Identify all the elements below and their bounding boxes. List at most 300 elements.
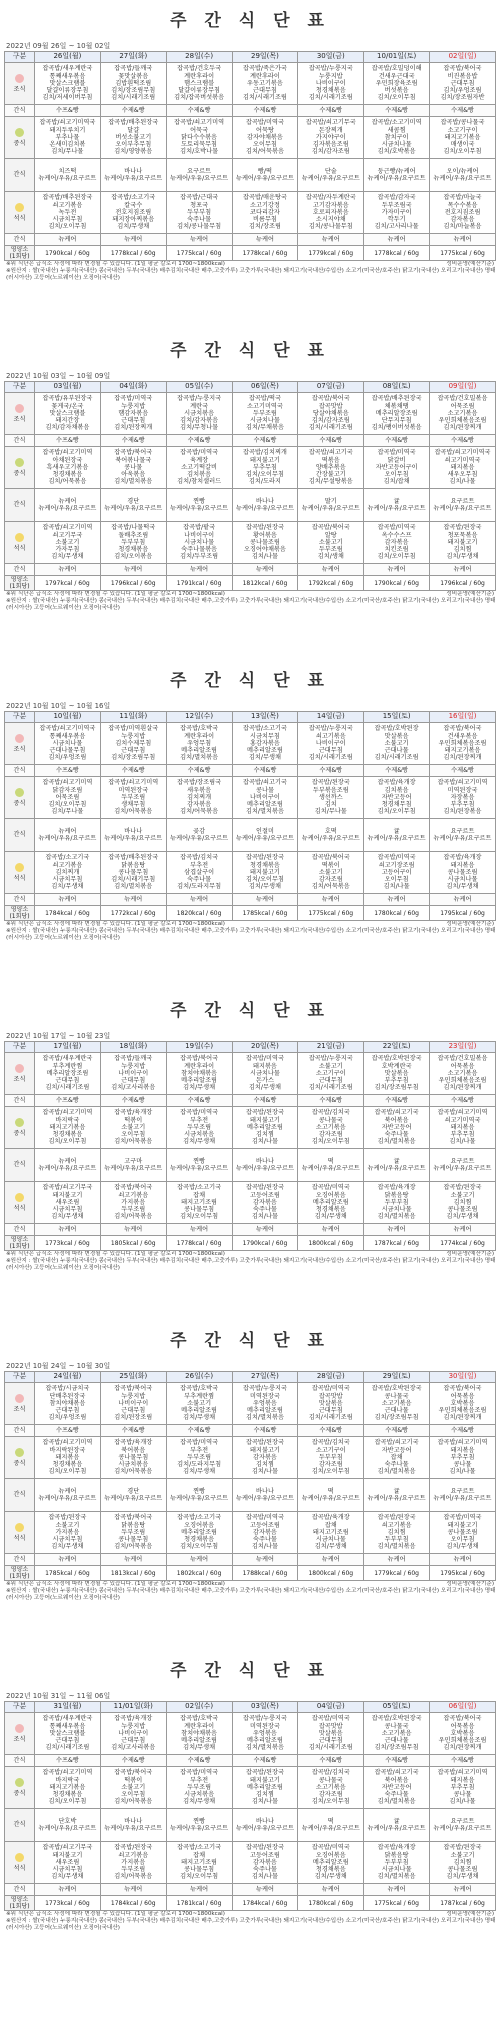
snack3-row: [5, 1554, 496, 1566]
lunch-cell: 잡곡밥/미역국 부추전 두부조림 김치/도라지무침 김치/무생채: [166, 1437, 232, 1479]
calorie-label-text: 영양소 (1회당): [9, 246, 30, 261]
calorie-cell: 1775kcal / 60g: [430, 246, 496, 261]
breakfast-label: [5, 1383, 35, 1425]
dinner-cell: 잡곡밥/쇠고기무국 돼지불고기 새우조림 시금치무침 김치/무생채: [35, 1842, 101, 1884]
snack1-cell: 수프&빵: [35, 765, 101, 777]
lunch-cell: 잡곡밥/쇠고기미역국 돼지두루치기 부추나물 온새미김치볶 김치/무나물: [35, 117, 101, 159]
calorie-cell: 1790kcal / 60g: [232, 1236, 298, 1251]
row-header-label: 구분: [5, 52, 35, 63]
snack2-cell: 곶감 뉴케어/우유/요구르트: [166, 819, 232, 852]
breakfast-label-text: 조식: [13, 746, 26, 753]
breakfast-row: [5, 393, 496, 435]
snack3-cell: 뉴케어: [166, 1554, 232, 1566]
calorie-cell: 1785kcal / 60g: [232, 906, 298, 921]
snack3-row: [5, 1224, 496, 1236]
day-header: 09일(일): [430, 382, 496, 393]
lunch-label-text: 중식: [13, 1130, 26, 1137]
calorie-label: [5, 246, 35, 261]
calorie-cell: 1780kcal / 60g: [298, 1896, 364, 1911]
snack3-row: [5, 894, 496, 906]
footer-note-1: ※위 식단은 급식소 사정에 따라 변경될 수 있습니다. (1일 평균 칼로리 1700~1800kcal): [6, 261, 225, 268]
lunch-cell: 잡곡밥/된장국 돼지불고기 메추리알조림 김치찜 김치/나물: [232, 1767, 298, 1809]
lunch-label: [5, 447, 35, 489]
dinner-cell: 잡곡밥/된장국 고등어조림 감자볶음 숙주나물 김치/나물: [232, 1842, 298, 1884]
footer-note-2: ※원산지 : 쌀(국내산) 누룽지(국내산) 콩(국내산) 두부(국내산) 배추김치(국내산 배추,고춧가루) 고춧가루(국내산) 돼지고기(국내산/수입산) 소고기(미국산/호주산) 닭고기(국내산) 오리고기(국내산) 명태(러시아산) 고등어(노르웨이산) 오징어(국내산): [6, 1588, 496, 1602]
dinner-icon: [15, 1193, 24, 1202]
snack3-label-text: 간식: [13, 565, 26, 573]
breakfast-cell: 잡곡밥/호박된장 맛살볶음 소불고기 근대나물 김치/시래기조림: [364, 723, 430, 765]
dinner-row: [5, 852, 496, 894]
dinner-cell: 잡곡밥/북어국 닭볶음탕 두부조림 콩나물무침 김치/어묵볶음: [100, 1512, 166, 1554]
dinner-cell: 잡곡밥/소고기국 쇠고기볶음 김치찌개 시금치무침 김치/무생채: [35, 852, 101, 894]
breakfast-label: [5, 1713, 35, 1755]
day-header: 28일(수): [166, 52, 232, 63]
calorie-label: [5, 1896, 35, 1911]
lunch-cell: 잡곡밥/미역국 부추전 두부조림 시금치볶음 김치/무생채: [166, 1767, 232, 1809]
breakfast-label: [5, 1053, 35, 1095]
lunch-cell: 잡곡밥/쇠고기미역 돼지볶음 부추무침 콩나물 김치/나물: [430, 1437, 496, 1479]
dinner-icon: [15, 863, 24, 872]
calorie-cell: 1795kcal / 60g: [430, 906, 496, 921]
snack1-cell: 수제&빵: [364, 105, 430, 117]
day-header: 21일(금): [298, 1042, 364, 1053]
snack3-cell: 뉴케어: [35, 894, 101, 906]
snack1-cell: 수제&빵: [430, 1755, 496, 1767]
snack2-row: [5, 1809, 496, 1842]
lunch-row: [5, 1767, 496, 1809]
page-title: 주 간 식 단 표: [170, 11, 330, 31]
snack2-cell: 단호박 뉴케어/우유/요구르트: [35, 1809, 101, 1842]
breakfast-cell: 잡곡밥/죽은가국 계란후라이 우동고기볶음 근대무침 김치/시래기조림: [232, 63, 298, 105]
calorie-cell: 1773kcal / 60g: [35, 1896, 101, 1911]
lunch-icon: [15, 1778, 24, 1787]
week-block: [4, 1320, 496, 1650]
breakfast-row: [5, 1713, 496, 1755]
snack1-cell: 수제&빵: [430, 105, 496, 117]
calorie-cell: 1781kcal / 60g: [166, 1896, 232, 1911]
breakfast-cell: 잡곡밥/북어국 어묵볶음 호박볶음 우민희체볶음조림 김치/된장찌개: [430, 1713, 496, 1755]
snack2-row: [5, 489, 496, 522]
lunch-cell: 잡곡밥/쇠고기미역 미역된장국 두부조림 생채무침 김치/어묵볶음: [100, 777, 166, 819]
breakfast-icon: [15, 1394, 24, 1403]
snack3-label-text: 간식: [13, 1555, 26, 1563]
dinner-cell: 잡곡밥/된장국 청경채볶음 돼지불고기 김치/오이무침 김치/무생채: [232, 852, 298, 894]
snack1-label-text: 간식: [13, 766, 26, 774]
calorie-cell: 1778kcal / 60g: [232, 246, 298, 261]
dinner-label-text: 석식: [13, 545, 26, 552]
header-row: [5, 382, 496, 393]
breakfast-cell: 잡곡밥/북어국 건새우볶음 우민희체볶음조림 돼지고기볶음 김치/된장찌개: [430, 723, 496, 765]
snack1-label-text: 간식: [13, 1426, 26, 1434]
breakfast-cell: 잡곡밥/새우계란국 부추계란찜 메추리알장조림 근대무침 김치/시래기조림: [35, 1053, 101, 1095]
snack1-cell: 수제&빵: [298, 765, 364, 777]
snack3-label: [5, 564, 35, 576]
day-header: 08일(토): [364, 382, 430, 393]
snack3-label: [5, 234, 35, 246]
calorie-label-text: 영양소 (1회당): [9, 1896, 30, 1911]
breakfast-cell: 잡곡밥/누룽지국 계란국 시금치볶음 김치/감자볶음 김치/무청나물: [166, 393, 232, 435]
lunch-icon: [15, 788, 24, 797]
calorie-cell: 1792kcal / 60g: [298, 576, 364, 591]
snack3-cell: 뉴케어: [430, 564, 496, 576]
dinner-label: [5, 522, 35, 564]
lunch-cell: 잡곡밥/김치국 콩나물국 소고기볶음 감자조림 김치/오이무침: [298, 1767, 364, 1809]
snack2-cell: 찐빵 뉴케어/우유/요구르트: [166, 489, 232, 522]
breakfast-cell: 잡곡밥/북어국 계란후라이 참치야채볶음 메추리알조림 김치/무생채: [166, 1053, 232, 1095]
footer-note-2: ※원산지 : 쌀(국내산) 누룽지(국내산) 콩(국내산) 두부(국내산) 배추김치(국내산 배추,고춧가루) 고춧가루(국내산) 돼지고기(국내산/수입산) 소고기(미국산/호주산) 닭고기(국내산) 오리고기(국내산) 명태(러시아산) 고등어(노르웨이산) 오징어(국내산): [6, 928, 496, 942]
snack2-label: [5, 1479, 35, 1512]
dinner-label: [5, 192, 35, 234]
breakfast-cell: 잡곡밥/북어국 누룽지밥 나비이구이 근대무침 김치/된장조림: [100, 1383, 166, 1425]
lunch-cell: 잡곡밥/쇠고기미역 닭감자조림 어묵조림 김치/오이무침 김치/무나물: [35, 777, 101, 819]
calorie-row: [5, 576, 496, 591]
breakfast-icon: [15, 74, 24, 83]
dinner-label: [5, 1182, 35, 1224]
lunch-label: [5, 1437, 35, 1479]
breakfast-cell: 잡곡밥/소고기국 시금치무침 홍감자볶음 메추리알조림 김치/무생채: [232, 723, 298, 765]
snack1-row: [5, 105, 496, 117]
lunch-cell: 잡곡밥/배추된장국 달걀 버섯소불고기 오이부추무침 김치/영양볶음: [100, 117, 166, 159]
day-header: 18일(화): [100, 1042, 166, 1053]
snack3-cell: 뉴케어: [298, 1884, 364, 1896]
footer-notes: [4, 1251, 496, 1272]
snack1-cell: 수제&빵: [166, 765, 232, 777]
lunch-cell: 잡곡밥/소고기미역 새콤찜 참치구이 시금치나물 김치/호박볶음: [364, 117, 430, 159]
footer-note-2: ※원산지 : 쌀(국내산) 누룽지(국내산) 콩(국내산) 두부(국내산) 배추김치(국내산 배추,고춧가루) 고춧가루(국내산) 돼지고기(국내산/수입산) 소고기(미국산/호주산) 닭고기(국내산) 오리고기(국내산) 명태(러시아산) 고등어(노르웨이산) 오징어(국내산): [6, 1258, 496, 1272]
menu-table: [4, 1041, 496, 1251]
snack1-cell: 수제&빵: [166, 1425, 232, 1437]
calorie-cell: 1796kcal / 60g: [100, 576, 166, 591]
footer-note-1: ※위 식단은 급식소 사정에 따라 변경될 수 있습니다. (1일 평균 칼로리 1700~1800kcal): [6, 1251, 225, 1258]
calorie-label-text: 영양소 (1회당): [9, 576, 30, 591]
day-header: 28일(금): [298, 1372, 364, 1383]
week-block: [4, 990, 496, 1320]
lunch-cell: 잡곡밥/미역국 어묵탕 감자야채볶음 오이무침 김치/어묵볶음: [232, 117, 298, 159]
dinner-cell: 잡곡밥/미역국 오징어볶음 메추리알조림 청경채볶음 김치/무생채: [298, 1842, 364, 1884]
header-row: [5, 712, 496, 723]
breakfast-cell: 잡곡밥/북어국 잡곡맛밥 당살야채볶음 김치/감자조림 김치/시래기조림: [298, 393, 364, 435]
menu-table: [4, 381, 496, 591]
footer-notes: [4, 1911, 496, 1932]
calorie-cell: 1774kcal / 60g: [430, 1236, 496, 1251]
snack3-cell: 뉴케어: [166, 564, 232, 576]
snack3-cell: 뉴케어: [298, 564, 364, 576]
dinner-label-text: 석식: [13, 875, 26, 882]
breakfast-cell: 잡곡밥/건호두국 계란후라이 햄스크램블 달걀이류장무침 김치/잡곡버섯볶음: [166, 63, 232, 105]
day-header: 03일(목): [232, 1702, 298, 1713]
snack2-label: [5, 819, 35, 852]
snack1-cell: 수제&빵: [166, 1755, 232, 1767]
snack2-cell: 경단 뉴케어/우유/요구르트: [100, 489, 166, 522]
calorie-label: [5, 906, 35, 921]
snack1-cell: 수제&빵: [166, 105, 232, 117]
snack1-cell: 수제&빵: [364, 1425, 430, 1437]
calorie-cell: 1778kcal / 60g: [364, 246, 430, 261]
breakfast-label-text: 조식: [13, 1736, 26, 1743]
calorie-cell: 1775kcal / 60g: [364, 1896, 430, 1911]
snack1-row: [5, 435, 496, 447]
snack3-cell: 뉴케어: [298, 234, 364, 246]
snack3-cell: 뉴케어: [232, 1884, 298, 1896]
snack2-label-text: 간식: [13, 1491, 26, 1499]
snack3-cell: 뉴케어: [364, 1554, 430, 1566]
dinner-row: [5, 522, 496, 564]
calorie-cell: 1820kcal / 60g: [166, 906, 232, 921]
snack1-cell: 수프&빵: [35, 435, 101, 447]
snack1-label: [5, 1425, 35, 1437]
breakfast-cell: 잡곡밥/배추된장국 체볶채땡 메추리알장조림 단무지무침 김치/팽이버섯볶음: [364, 393, 430, 435]
lunch-cell: 잡곡밥/된장국 돼지불고기 메추리알조림 김치찜 김치/나물: [232, 1107, 298, 1149]
day-header: 20일(목): [232, 1042, 298, 1053]
dinner-cell: 잡곡밥/된장국 황어볶음 콩나물조림 오징어야채볶음 김치/나물: [232, 522, 298, 564]
dinner-cell: 잡곡밥/쇠고기미역 쇠고기무국 소불고기 가자무침 김치/무생채: [35, 522, 101, 564]
calorie-row: [5, 1236, 496, 1251]
lunch-cell: 잡곡밥/쇠고기미역 아채된장국 흑새우고기볶음 청경채볶음 김치/어묵볶음: [35, 447, 101, 489]
snack2-cell: 요구르트 뉴케어/우유/요구르트: [430, 1149, 496, 1182]
calorie-cell: 1791kcal / 60g: [166, 576, 232, 591]
snack3-cell: 뉴케어: [232, 1554, 298, 1566]
day-header: 06일(일): [430, 1702, 496, 1713]
snack2-cell: 뉴케어 뉴케어/우유/요구르트: [35, 819, 101, 852]
calorie-cell: 1795kcal / 60g: [430, 1566, 496, 1581]
day-header: 19일(수): [166, 1042, 232, 1053]
breakfast-cell: 잡곡밥/호박된장국 콩나물국 소고기볶음 근대나물 김치/장조림무침: [364, 1383, 430, 1425]
breakfast-cell: 잡곡밥/호박된장국 콩나물국 소고기볶음 근대나물 김치/장조림무침: [364, 1713, 430, 1755]
snack3-label: [5, 894, 35, 906]
lunch-icon: [15, 458, 24, 467]
dinner-icon: [15, 203, 24, 212]
snack1-cell: 수제&빵: [166, 1095, 232, 1107]
day-header: 26일(월): [35, 52, 101, 63]
calorie-label-text: 영양소 (1회당): [9, 906, 30, 921]
snack1-cell: 수제&빵: [100, 435, 166, 447]
dinner-cell: 잡곡밥/소고기국 오징어볶음 메추리알조림 청경채볶음 김치/오이무침: [166, 1512, 232, 1554]
dinner-row: [5, 1182, 496, 1224]
snack3-cell: 뉴케어: [100, 234, 166, 246]
snack2-cell: 찐빵 뉴케어/우유/요구르트: [166, 1149, 232, 1182]
snack3-cell: 뉴케어: [364, 1224, 430, 1236]
breakfast-label-text: 조식: [13, 416, 26, 423]
date-range: 2022년 10월 31일 ~ 11월 06일: [6, 1692, 111, 1700]
snack2-row: [5, 1479, 496, 1512]
row-header-label: 구분: [5, 1702, 35, 1713]
lunch-cell: 잡곡밥/된장국 두부볶음조림 생선까스 김치 김치/무나물: [298, 777, 364, 819]
day-header: 04일(화): [100, 382, 166, 393]
snack1-cell: 수프&빵: [35, 1425, 101, 1437]
breakfast-cell: 잡곡밥/들깨국 누룽지밥 나비이구이 근대무침 김치/고사리볶음: [100, 1053, 166, 1095]
snack1-row: [5, 765, 496, 777]
snack3-cell: 뉴케어: [100, 1884, 166, 1896]
snack3-cell: 뉴케어: [364, 1884, 430, 1896]
snack1-cell: 수제&빵: [298, 1755, 364, 1767]
lunch-cell: 잡곡밥/장조림국 새우볶음 김치찌개 감자볶음 김치/어묵볶음: [166, 777, 232, 819]
snack3-cell: 뉴케어: [100, 894, 166, 906]
snack1-label: [5, 105, 35, 117]
snack2-label: [5, 159, 35, 192]
footer-note-1: ※위 식단은 급식소 사정에 따라 변경될 수 있습니다. (1일 평균 칼로리 1700~1800kcal): [6, 591, 225, 598]
snack1-cell: 수제&빵: [298, 1425, 364, 1437]
breakfast-row: [5, 1053, 496, 1095]
dinner-cell: 잡곡밥/쇠고기무국 돼지불고기 새우조림 시금치무침 김치/무생채: [35, 1182, 101, 1224]
snack1-row: [5, 1755, 496, 1767]
snack2-cell: 바나나 뉴케어/우유/요구르트: [232, 1149, 298, 1182]
snack1-label: [5, 765, 35, 777]
breakfast-cell: 잡곡밥/미역국 누룽지밥 햄감자볶음 근대무침 김치/된장찌개: [100, 393, 166, 435]
lunch-cell: 잡곡밥/김치국 콩나물국 소고기볶음 감자조림 김치/오이무침: [298, 1107, 364, 1149]
breakfast-icon: [15, 734, 24, 743]
footer-right-text: 성비운영(예산기준): [446, 261, 494, 268]
breakfast-cell: 잡곡밥/떡국 소고기미역국 두부조림 시금치나물 김치/무채볶음: [232, 393, 298, 435]
snack2-label-text: 간식: [13, 1161, 26, 1169]
lunch-cell: 잡곡밥/미역국 닭갈비 자반고등어구이 오이무침 김치/잡채: [364, 447, 430, 489]
lunch-icon: [15, 1118, 24, 1127]
snack2-label-text: 간식: [13, 171, 26, 179]
snack2-cell: 귤 뉴케어/우유/요구르트: [364, 1809, 430, 1842]
snack3-cell: 뉴케어: [430, 1554, 496, 1566]
day-header: 29일(토): [364, 1372, 430, 1383]
lunch-icon: [15, 1448, 24, 1457]
footer-right-text: 성비운영(예산기준): [446, 1911, 494, 1918]
footer-right-text: 성비운영(예산기준): [446, 1581, 494, 1588]
dinner-cell: 잡곡밥/소고기국 잡채 돼지고기조림 콩나물무침 김치/오이무침: [166, 1182, 232, 1224]
dinner-cell: 잡곡밥/소고기국 칼국수 전호지짐조림 돼지장아찌볶음 김치/무생채: [100, 192, 166, 234]
calorie-cell: 1785kcal / 60g: [35, 1566, 101, 1581]
footer-note-2: ※원산지 : 쌀(국내산) 누룽지(국내산) 콩(국내산) 두부(국내산) 배추김치(국내산 배추,고춧가루) 고춧가루(국내산) 돼지고기(국내산/수입산) 소고기(미국산/호주산) 닭고기(국내산) 오리고기(국내산) 명태(러시아산) 고등어(노르웨이산) 오징어(국내산): [6, 1918, 496, 1932]
snack1-label: [5, 1095, 35, 1107]
calorie-cell: 1802kcal / 60g: [166, 1566, 232, 1581]
calorie-cell: 1788kcal / 60g: [232, 1566, 298, 1581]
snack2-cell: 경단 뉴케어/우유/요구르트: [100, 1479, 166, 1512]
snack1-cell: 수제&빵: [232, 1095, 298, 1107]
page-title: 주 간 식 단 표: [170, 671, 330, 691]
breakfast-cell: 잡곡밥/들깨국 꽃맛살볶음 김밥흰떡조림 김치/장조림무침 김치/시래기조림: [100, 63, 166, 105]
snack1-cell: 수제&빵: [364, 435, 430, 447]
breakfast-row: [5, 63, 496, 105]
calorie-cell: 1787kcal / 60g: [364, 1236, 430, 1251]
breakfast-cell: 잡곡밥/누룽지국 누룽지밥 나비이구이 청경채볶음 김치/시래기조림: [298, 63, 364, 105]
row-header-label: 구분: [5, 1042, 35, 1053]
snack2-cell: 둥근빵/뉴케어 뉴케어/우유/요구르트: [364, 159, 430, 192]
snack1-cell: 수제&빵: [100, 1095, 166, 1107]
day-header: 29일(목): [232, 52, 298, 63]
dinner-icon: [15, 533, 24, 542]
dinner-cell: 잡곡밥/미역국 쇠고기장조림 고등어구이 오이무침 김치/나물: [364, 852, 430, 894]
day-header: 11일(화): [100, 712, 166, 723]
lunch-cell: 잡곡밥/된장국 돼지불고기 감자볶음 김치찜 김치/나물: [232, 1437, 298, 1479]
snack1-label-text: 간식: [13, 1756, 26, 1764]
snack2-row: [5, 159, 496, 192]
lunch-cell: 잡곡밥/쇠고기미역 쇠고기미역국 돼지볶음 부추무침 김치/나물: [430, 1107, 496, 1149]
lunch-row: [5, 1107, 496, 1149]
snack3-cell: 뉴케어: [166, 1224, 232, 1236]
snack2-label-text: 간식: [13, 501, 26, 509]
dinner-label-text: 석식: [13, 1865, 26, 1872]
snack2-cell: 뉴케어 뉴케어/우유/요구르트: [35, 1149, 101, 1182]
snack1-label: [5, 435, 35, 447]
lunch-cell: 잡곡밥/육개장 김치볶음 자반고등어 청경채무침 김치/오이무침: [364, 777, 430, 819]
breakfast-cell: 잡곡밥/북어국 비진볶음밥 근대무침 김치/우엉조림 김치/장조림자반: [430, 63, 496, 105]
calorie-cell: 1800kcal / 60g: [298, 1236, 364, 1251]
breakfast-cell: 잡곡밥/호박된장국 호박계란국 맛살볶음 부추무침 김치/장조림무침: [364, 1053, 430, 1095]
snack3-label-text: 간식: [13, 1225, 26, 1233]
dinner-cell: 잡곡밥/미역국 고등어조림 감자볶음 숙주나물 김치/나물: [232, 1512, 298, 1554]
breakfast-cell: 잡곡밥/호밀덩이해 건새우근대국 우민희장육조림 버섯볶음 김치/오이무침: [364, 63, 430, 105]
calorie-cell: 1800kcal / 60g: [298, 1566, 364, 1581]
calorie-row: [5, 906, 496, 921]
snack2-cell: 요구르트 뉴케어/우유/요구르트: [430, 819, 496, 852]
snack3-cell: 뉴케어: [430, 1224, 496, 1236]
day-header: 14일(금): [298, 712, 364, 723]
day-header: 10/01일(토): [364, 52, 430, 63]
calorie-row: [5, 1566, 496, 1581]
snack1-cell: 수제&빵: [364, 1095, 430, 1107]
day-header: 02일(수): [166, 1702, 232, 1713]
calorie-cell: 1772kcal / 60g: [100, 906, 166, 921]
snack1-label-text: 간식: [13, 106, 26, 114]
snack1-cell: 수제&빵: [298, 105, 364, 117]
dinner-row: [5, 1842, 496, 1884]
snack2-row: [5, 1149, 496, 1182]
snack2-cell: 오이/뉴케어 뉴케어/우유/요구르트: [430, 159, 496, 192]
menu-table: [4, 51, 496, 261]
calorie-cell: 1813kcal / 60g: [100, 1566, 166, 1581]
calorie-cell: 1775kcal / 60g: [298, 906, 364, 921]
snack1-cell: 수제&빵: [232, 105, 298, 117]
lunch-label-text: 중식: [13, 1460, 26, 1467]
snack3-label-text: 간식: [13, 895, 26, 903]
date-range: 2022년 09월 26일 ~ 10월 02일: [6, 42, 111, 50]
footer-notes: [4, 591, 496, 612]
snack2-cell: 뉴케어 뉴케어/우유/요구르트: [35, 1479, 101, 1512]
dinner-cell: 잡곡밥/감자국 두부조림국 가자미구이 깍두기 김치/고사리나물: [364, 192, 430, 234]
day-header: 27일(화): [100, 52, 166, 63]
snack2-cell: 치즈떡 뉴케어/우유/요구르트: [35, 159, 101, 192]
dinner-cell: 잡곡밥/자두계란국 고기감자볶음 호로피자볶음 소시지야채 김치/콩나물무침: [298, 192, 364, 234]
snack1-cell: 수제&빵: [364, 765, 430, 777]
day-header: 04일(금): [298, 1702, 364, 1713]
day-header: 17일(월): [35, 1042, 101, 1053]
day-header: 30일(금): [298, 52, 364, 63]
snack1-cell: 수프&빵: [35, 105, 101, 117]
breakfast-cell: 잡곡밥/유부된장국 꽃게국/온국 맛살스크램블 돼지간장 김치/감자채볶음: [35, 393, 101, 435]
breakfast-row: [5, 723, 496, 765]
snack1-cell: 수제&빵: [232, 765, 298, 777]
footer-notes: [4, 921, 496, 942]
footer-note-2: ※원산지 : 쌀(국내산) 누룽지(국내산) 콩(국내산) 두부(국내산) 배추김치(국내산 배추,고춧가루) 고춧가루(국내산) 돼지고기(국내산/수입산) 소고기(미국산/호주산) 닭고기(국내산) 오리고기(국내산) 명태(러시아산) 고등어(노르웨이산) 오징어(국내산): [6, 598, 496, 612]
lunch-row: [5, 447, 496, 489]
snack2-cell: 요구르트 뉴케어/우유/요구르트: [166, 159, 232, 192]
lunch-cell: 잡곡밥/쇠고기미역 바지락국 돼지고기볶음 청경채볶음 김치/오이무침: [35, 1767, 101, 1809]
breakfast-label-text: 조식: [13, 1076, 26, 1083]
snack1-cell: 수프&빵: [35, 1755, 101, 1767]
snack2-cell: 귤 뉴케어/우유/요구르트: [364, 1479, 430, 1512]
snack1-cell: 수제&빵: [232, 435, 298, 447]
breakfast-cell: 잡곡밥/새우계란국 통째새우볶음 맛살스크램블 근대무침 김치/시래기조림: [35, 1713, 101, 1755]
snack3-cell: 뉴케어: [298, 894, 364, 906]
snack1-cell: 수제&빵: [166, 435, 232, 447]
snack1-cell: 수제&빵: [430, 435, 496, 447]
menu-table: [4, 1371, 496, 1581]
calorie-label-text: 영양소 (1회당): [9, 1566, 30, 1581]
snack3-cell: 뉴케어: [430, 894, 496, 906]
day-header: 10일(월): [35, 712, 101, 723]
snack3-cell: 뉴케어: [100, 564, 166, 576]
dinner-label-text: 석식: [13, 215, 26, 222]
snack2-cell: 단술 뉴케어/우유/요구르트: [298, 159, 364, 192]
dinner-label: [5, 1842, 35, 1884]
lunch-label: [5, 777, 35, 819]
day-header: 15일(토): [364, 712, 430, 723]
